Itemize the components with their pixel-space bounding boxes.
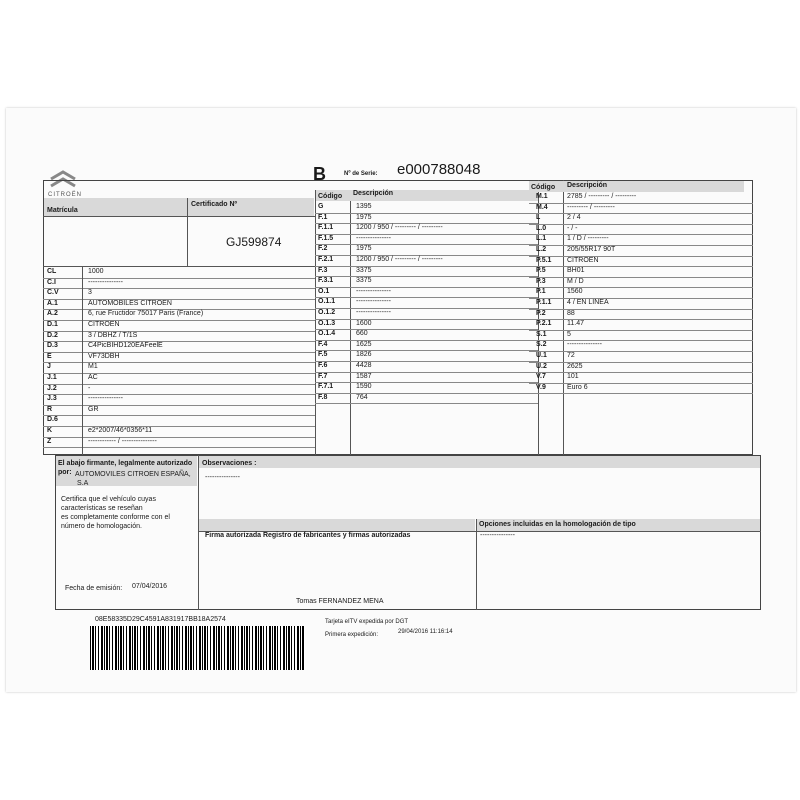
mid-field-value: --------------- (356, 309, 391, 316)
mid-field-code: F.2.1 (318, 256, 334, 263)
mid-field-code: F.4 (318, 340, 328, 348)
mid-field-value: --------------- (356, 298, 391, 306)
left-field-code: J.3 (47, 395, 57, 403)
left-field-code: Z (47, 437, 52, 445)
left-field-code: C.I (47, 278, 56, 286)
primera-expedicion-label: Primera expedición: (325, 632, 379, 638)
right-field-value: 4 / EN LINEA (567, 299, 609, 306)
mid-field-value: 1590 (356, 383, 372, 391)
mid-field-code: F.8 (318, 393, 328, 401)
certificado-label: Certificado Nº (191, 201, 238, 208)
left-field-value: - (88, 384, 91, 392)
serie-label: Nº de Serie: (344, 171, 378, 177)
left-field-value: CITROEN (88, 321, 120, 328)
left-field-code: CL (47, 268, 57, 275)
mid-field-code: F.7 (318, 372, 328, 380)
right-descripcion-header: Descripción (567, 182, 608, 189)
document-letter: B (313, 164, 326, 184)
right-field-value: 1 / D / --------- (567, 235, 609, 243)
left-field-value: ------------ / --------------- (88, 437, 157, 445)
right-field-code: L.1 (536, 235, 547, 243)
cert-text-3: es completamente conforme con el (61, 514, 170, 521)
cert-text-4: número de homologación. (61, 523, 142, 530)
right-field-code: P.5.1 (536, 256, 552, 264)
mid-field-value: 1625 (356, 340, 372, 348)
barcode (90, 626, 305, 670)
left-field-code: J.2 (47, 384, 57, 392)
barcode-text: 08E58335D29C4591A831917BB18A2574 (95, 616, 226, 623)
signer-company: AUTOMOVILES CITROEN ESPAÑA, (75, 471, 191, 478)
right-field-value: 2785 / --------- / --------- (567, 193, 637, 200)
mid-field-code: O.1.1 (318, 298, 336, 306)
tarjeta-text: Tarjeta eITV expedida por DGT (325, 619, 409, 625)
right-field-code: P.2.1 (536, 320, 552, 328)
right-field-code: V.7 (536, 373, 546, 381)
left-field-value: --------------- (88, 395, 123, 403)
fecha-emision-label: Fecha de emisión: (65, 585, 123, 592)
left-field-code: R (47, 405, 53, 413)
left-field-value: 6, rue Fructidor 75017 Paris (France) (88, 310, 204, 318)
right-field-value: 11.47 (567, 320, 584, 328)
left-field-code: E (47, 352, 52, 360)
mid-field-code: F.6 (318, 362, 328, 369)
cert-text-2: características se reseñan (61, 505, 143, 512)
mid-field-code: F.7.1 (318, 383, 334, 391)
mid-field-code: O.1.3 (318, 319, 336, 327)
right-field-value: BH01 (567, 267, 585, 275)
mid-field-value: 1395 (356, 203, 372, 210)
mid-codigo-header: Código (318, 193, 343, 200)
certificado-number: GJ599874 (226, 235, 282, 249)
mid-field-value: 1600 (356, 319, 372, 327)
fecha-emision-value: 07/04/2016 (132, 583, 168, 590)
right-field-value: 2 / 4 (567, 214, 581, 222)
right-field-code: P.1.1 (536, 299, 552, 306)
right-field-value: 88 (567, 309, 575, 317)
authorized-signer: Tomas FERNANDEZ MENA (296, 598, 384, 605)
mid-field-value: 1200 / 950 / --------- / --------- (356, 256, 443, 263)
mid-field-value: 660 (356, 330, 368, 338)
mid-field-value: --------------- (356, 287, 391, 295)
right-field-value: 1560 (567, 288, 583, 296)
right-field-value: 72 (567, 352, 575, 359)
right-field-code: S.1 (536, 330, 547, 338)
right-field-value: Euro 6 (567, 383, 588, 391)
right-field-value: 5 (567, 330, 571, 338)
mid-field-code: F.1.1 (318, 224, 334, 232)
left-field-value: 1000 (88, 268, 104, 275)
left-field-value: VF73DBH (88, 352, 120, 360)
mid-field-code: F.3 (318, 266, 328, 274)
left-field-value: GR (88, 405, 99, 413)
left-field-value: 3 / DBHZ / T/1S (88, 331, 138, 339)
left-field-code: D.1 (47, 321, 58, 328)
opciones-label: Opciones incluidas en la homologación de tipo (479, 521, 636, 528)
firma-label: Firma autorizada Registro de fabricantes y firmas autorizadas (205, 532, 411, 539)
left-field-code: D.2 (47, 331, 58, 339)
right-field-value: 205/55R17 90T (567, 246, 616, 253)
right-field-value: 2625 (567, 362, 583, 370)
right-field-code: M.1 (536, 193, 548, 200)
right-field-value: 101 (567, 373, 579, 381)
left-field-code: J (47, 363, 51, 371)
serie-number: e000788048 (397, 161, 481, 178)
mid-field-code: F.1.5 (318, 234, 334, 242)
right-field-code: S.2 (536, 341, 547, 349)
left-field-code: A.1 (47, 299, 58, 307)
opciones-value: --------------- (480, 532, 515, 539)
left-field-value: AC (88, 374, 98, 381)
primera-expedicion-value: 29/04/2016 11:16:14 (398, 629, 453, 635)
right-field-code: P.5 (536, 267, 546, 275)
left-field-code: C.V (47, 289, 59, 297)
mid-field-value: 764 (356, 393, 368, 401)
left-field-value: C4PicBIHD120EAFeelE (88, 342, 163, 350)
mid-field-code: F.5 (318, 351, 328, 359)
right-field-code: P.1 (536, 288, 546, 296)
mid-field-value: 1826 (356, 351, 372, 359)
matricula-label: Matrícula (47, 207, 78, 214)
mid-field-value: 1200 / 950 / --------- / --------- (356, 224, 443, 232)
mid-field-value: 4428 (356, 362, 372, 369)
mid-field-value: 3375 (356, 277, 372, 285)
observaciones-value: --------------- (205, 474, 240, 481)
observaciones-label: Observaciones : (202, 460, 257, 467)
mid-field-code: F.1 (318, 213, 328, 221)
right-field-code: U.2 (536, 362, 547, 370)
right-field-value: M / D (567, 277, 584, 285)
mid-field-value: 1975 (356, 213, 372, 221)
left-field-code: A.2 (47, 310, 58, 318)
cert-text-1: Certifica que el vehículo cuyas (61, 496, 156, 503)
right-field-code: P.3 (536, 277, 546, 285)
mid-field-code: F.2 (318, 245, 328, 253)
mid-field-code: O.1.2 (318, 309, 336, 316)
signer-por-label: por: (58, 469, 72, 476)
right-field-code: L.2 (536, 246, 547, 253)
mid-descripcion-header: Descripción (353, 190, 394, 197)
left-field-code: J.1 (47, 374, 57, 381)
left-field-value: --------------- (88, 278, 123, 286)
right-field-value: --------- / --------- (567, 203, 615, 211)
mid-field-value: 3375 (356, 266, 372, 274)
mid-field-code: O.1 (318, 287, 330, 295)
right-codigo-header: Código (531, 184, 556, 191)
left-field-value: e2*2007/46*0356*11 (88, 427, 153, 434)
mid-field-value: --------------- (356, 234, 391, 242)
left-field-code: K (47, 427, 53, 434)
brand-name: CITROËN (48, 192, 82, 198)
mid-field-code: G (318, 203, 324, 210)
left-field-code: D.6 (47, 416, 58, 424)
right-field-value: CITROEN (567, 256, 599, 264)
mid-field-code: F.3.1 (318, 277, 334, 285)
right-field-code: V.9 (536, 383, 546, 391)
mid-field-value: 1587 (356, 372, 372, 380)
right-field-value: - / - (567, 224, 578, 232)
signer-label: El abajo firmante, legalmente autorizado (58, 460, 193, 467)
left-field-value: AUTOMOBILES CITROEN (88, 299, 172, 307)
left-field-code: D.3 (47, 342, 58, 350)
left-field-value: 3 (88, 289, 92, 297)
mid-field-value: 1975 (356, 245, 372, 253)
right-field-code: L.0 (536, 224, 547, 232)
right-field-code: M.4 (536, 203, 548, 211)
signer-company-suffix: S.A (77, 480, 89, 487)
right-field-code: U.1 (536, 352, 547, 359)
right-field-code: P.2 (536, 309, 546, 317)
left-field-value: M1 (88, 363, 98, 371)
mid-field-code: O.1.4 (318, 330, 336, 338)
right-field-value: --------------- (567, 341, 602, 349)
right-field-code: L (536, 214, 541, 222)
